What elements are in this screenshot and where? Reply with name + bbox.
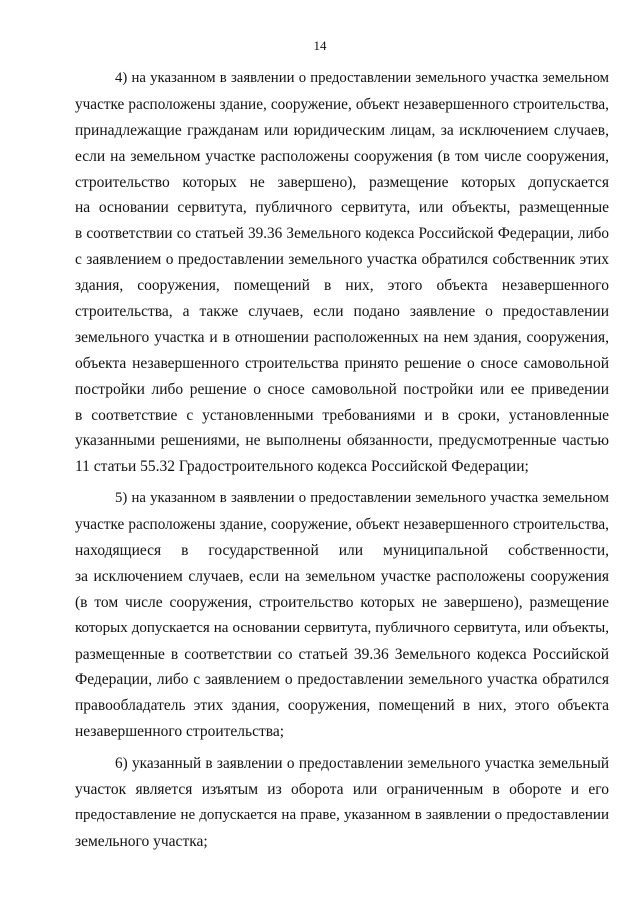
text-line: строительство которых не завершено), размещение которых допускается <box>75 173 609 191</box>
text-line: участке расположены здание, сооружение, объект незавершенного строительства, <box>75 516 609 534</box>
text-line: земельного участка и в отношении расположенных на нем здания, сооружения, <box>75 328 609 346</box>
text-line: находящиеся в государственной или муниципальной собственности, <box>75 542 609 560</box>
text-line: с заявлением о предоставлении земельного участка обратился собственник этих <box>75 251 609 269</box>
text-line: на основании сервитута, публичного сервитута, или объекты, размещенные <box>75 199 609 217</box>
text-line: размещенные в соответствии со статьей 39.36 Земельного кодекса Российской <box>75 645 609 663</box>
text-line: участок является изъятым из оборота или ограниченным в обороте и его <box>75 781 609 799</box>
text-line: строительства, а также случаев, если подано заявление о предоставлении <box>75 303 609 321</box>
text-line: предоставление не допускается на праве, указанном в заявлении о предоставлении <box>75 806 609 823</box>
text-line: участке расположены здание, сооружение, объект незавершенного строительства, <box>75 95 609 113</box>
text-line: принадлежащие гражданам или юридическим лицам, за исключением случаев, <box>75 121 609 139</box>
text-line: объекта незавершенного строительства принято решение о сносе самовольной <box>75 354 609 372</box>
text-line: Федерации, либо с заявлением о предоставлении земельного участка обратился <box>75 671 609 689</box>
text-line: в соответствие с установленными требованиями и в сроки, установленные <box>75 406 609 424</box>
page-number: 14 <box>313 38 327 53</box>
paragraph-item-4 <box>75 66 609 480</box>
text-line: если на земельном участке расположены сооружения (в том числе сооружения, <box>75 147 609 165</box>
text-line: которых допускается на основании сервитута, публичного сервитута, или объекты, <box>75 619 609 636</box>
paragraph-item-5 <box>75 486 609 745</box>
text-line: 4) на указанном в заявлении о предоставлении земельного участка земельном <box>115 70 609 86</box>
text-line: за исключением случаев, если на земельном участке расположены сооружения <box>75 567 609 585</box>
text-line: земельного участка; <box>75 832 208 850</box>
text-line: в соответствии со статьей 39.36 Земельного кодекса Российской Федерации, либо <box>75 225 609 243</box>
text-line: указанными решениями, не выполнены обязанности, предусмотренные частью <box>75 432 609 450</box>
text-line: 6) указанный в заявлении о предоставлении земельного участка земельный <box>115 755 609 773</box>
text-line: 11 статьи 55.32 Градостроительного кодекса Российской Федерации; <box>75 458 529 476</box>
text-line: правообладатель этих здания, сооружения, помещений в них, этого объекта <box>75 697 609 715</box>
text-line: 5) на указанном в заявлении о предоставлении земельного участка земельном <box>115 490 609 507</box>
text-line: постройки либо решение о сносе самовольной постройки или ее приведении <box>75 380 609 398</box>
paragraph-item-6 <box>75 751 609 855</box>
text-line: незавершенного строительства; <box>75 723 285 741</box>
text-line: (в том числе сооружения, строительство которых не завершено), размещение <box>75 593 609 611</box>
text-line: здания, сооружения, помещений в них, этого объекта незавершенного <box>75 277 609 295</box>
document-body <box>75 66 609 861</box>
